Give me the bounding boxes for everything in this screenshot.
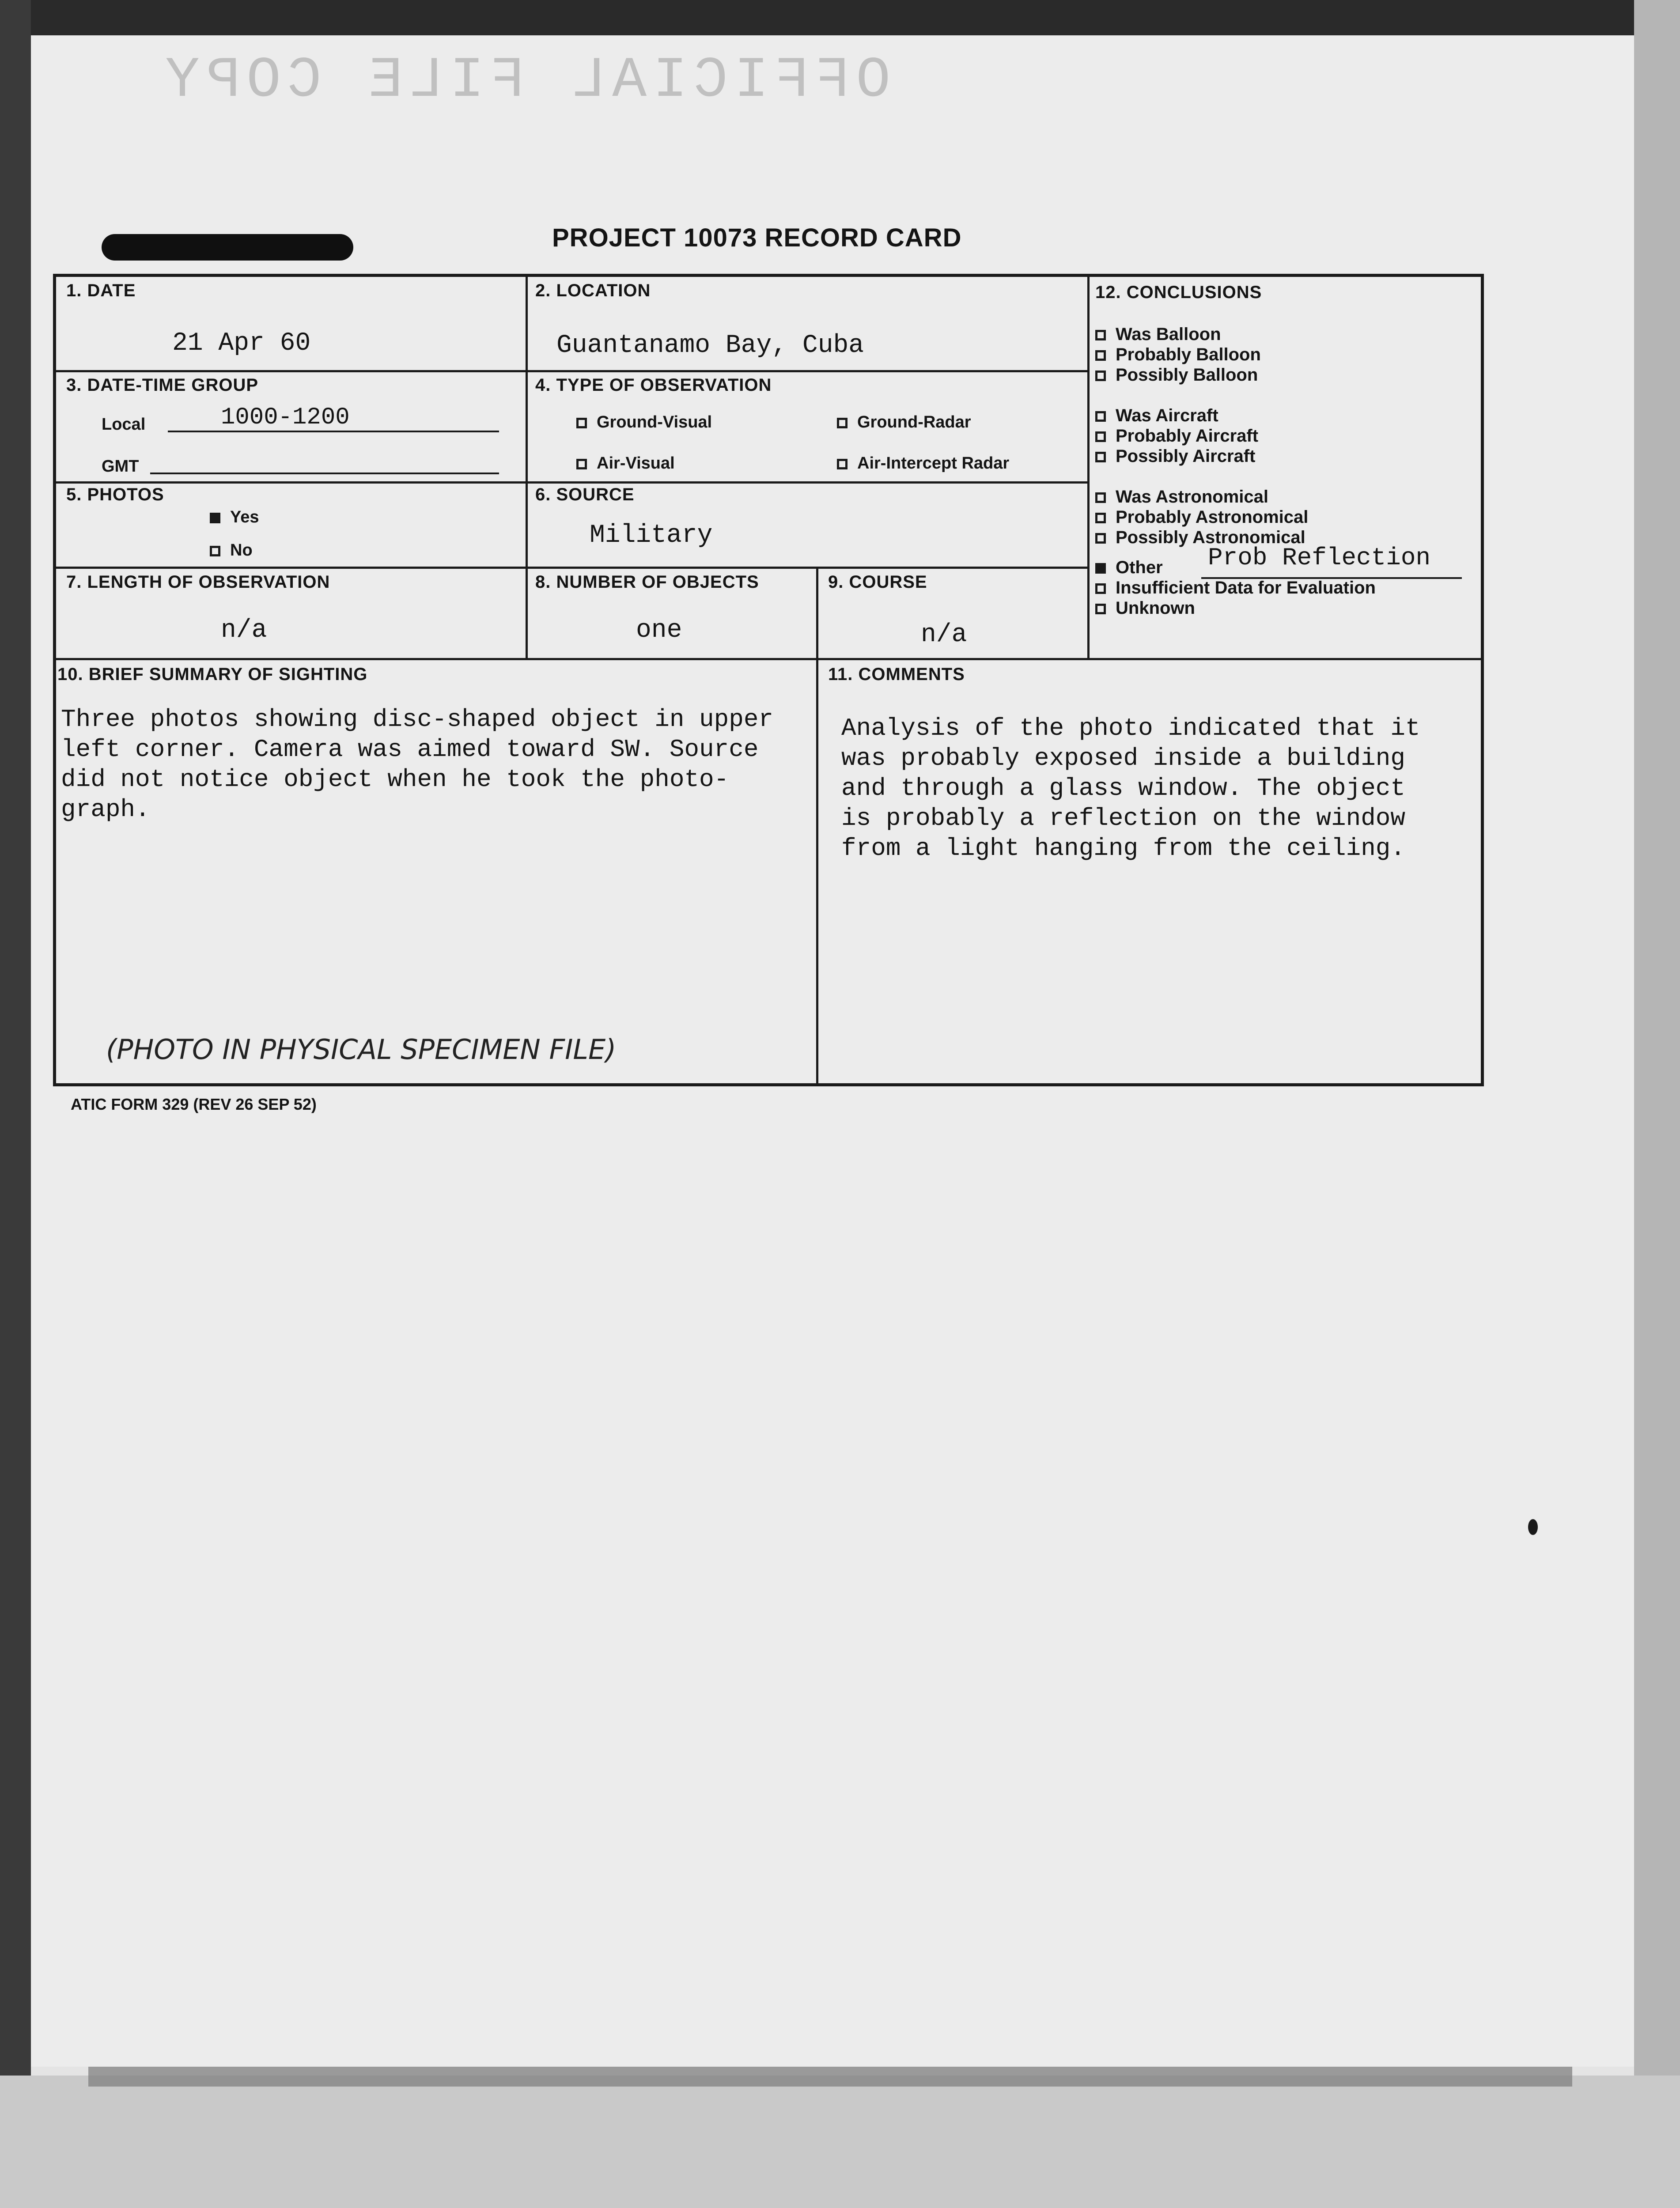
checkbox-icon — [576, 459, 587, 469]
conclusion-unknown-label: Unknown — [1116, 598, 1195, 618]
length-value: n/a — [221, 616, 267, 645]
type-ground-visual-label: Ground-Visual — [597, 413, 712, 431]
conclusion-label: Was Astronomical — [1116, 487, 1268, 507]
checkbox-icon — [1095, 492, 1106, 503]
type-obs-label: 4. TYPE OF OBSERVATION — [535, 375, 772, 395]
handwritten-note: (PHOTO IN PHYSICAL SPECIMEN FILE) — [106, 1033, 617, 1066]
photos-no-label: No — [230, 541, 253, 560]
length-label: 7. LENGTH OF OBSERVATION — [66, 572, 330, 592]
conclusion-item[interactable] — [1095, 365, 1376, 386]
location-value: Guantanamo Bay, Cuba — [556, 331, 864, 360]
checkbox-icon — [837, 459, 848, 469]
redaction-bar — [102, 234, 353, 261]
conclusion-label: Probably Astronomical — [1116, 507, 1309, 527]
checkbox-icon — [1095, 431, 1106, 442]
conclusion-other[interactable] — [1095, 544, 1431, 578]
conclusion-unknown[interactable] — [1095, 598, 1376, 619]
date-value: 21 Apr 60 — [172, 329, 311, 358]
scan-frame-top — [0, 0, 1680, 35]
grid-line — [53, 567, 1089, 569]
conclusion-item[interactable] — [1095, 426, 1376, 446]
local-label: Local — [102, 415, 146, 434]
conclusion-label: Possibly Aircraft — [1116, 446, 1256, 466]
grid-line — [526, 274, 528, 658]
location-label: 2. LOCATION — [535, 281, 651, 300]
conclusion-other-value: Prob Reflection — [1208, 544, 1431, 572]
num-objects-value: one — [636, 616, 682, 645]
photos-yes[interactable] — [210, 508, 259, 527]
conclusion-item[interactable] — [1095, 406, 1376, 426]
conclusion-item[interactable] — [1095, 325, 1376, 345]
type-air-intercept-radar[interactable] — [837, 454, 1009, 473]
spacer — [1095, 467, 1376, 487]
conclusion-insufficient[interactable] — [1095, 578, 1376, 598]
comments-text: Analysis of the photo indicated that it was probably exposed inside a building and through a glass window. The object is probably a reflection on the window from a light hanging from the ceiling. — [841, 714, 1420, 862]
summary-label: 10. BRIEF SUMMARY OF SIGHTING — [57, 665, 368, 684]
type-ground-radar-label: Ground-Radar — [857, 413, 971, 431]
conclusion-item[interactable] — [1095, 345, 1376, 365]
grid-line — [53, 370, 1089, 372]
conclusion-label: Probably Balloon — [1116, 345, 1261, 364]
checkbox-icon — [1095, 350, 1106, 361]
conclusions-list — [1095, 325, 1431, 619]
grid-line — [53, 481, 1089, 484]
course-value: n/a — [921, 620, 967, 649]
photos-label: 5. PHOTOS — [66, 485, 164, 504]
conclusion-item[interactable] — [1095, 487, 1376, 507]
comments-label: 11. COMMENTS — [828, 665, 965, 684]
conclusion-label: Possibly Balloon — [1116, 365, 1258, 385]
type-air-intercept-radar-label: Air-Intercept Radar — [857, 454, 1010, 473]
scan-frame-right — [1634, 0, 1680, 2076]
conclusion-insufficient-label: Insufficient Data for Evaluation — [1116, 578, 1376, 597]
dtg-label: 3. DATE-TIME GROUP — [66, 375, 259, 395]
form-id: ATIC FORM 329 (REV 26 SEP 52) — [71, 1095, 317, 1113]
checkbox-icon — [1095, 583, 1106, 594]
checked-box-icon — [1095, 563, 1106, 574]
grid-line — [53, 658, 1484, 660]
gmt-label: GMT — [102, 457, 139, 476]
conclusion-item[interactable] — [1095, 507, 1376, 528]
course-label: 9. COURSE — [828, 572, 927, 592]
gmt-underline — [150, 473, 499, 474]
conclusion-label: Possibly Astronomical — [1116, 528, 1305, 547]
source-label: 6. SOURCE — [535, 485, 635, 504]
scan-speck — [1528, 1519, 1538, 1535]
checkbox-icon — [1095, 533, 1106, 544]
other-underline — [1201, 577, 1462, 579]
photos-yes-label: Yes — [230, 508, 259, 526]
conclusion-other-label: Other — [1116, 558, 1163, 577]
grid-line — [1087, 274, 1090, 658]
type-air-visual[interactable] — [576, 454, 675, 473]
checkbox-icon — [1095, 411, 1106, 422]
type-ground-visual[interactable] — [576, 413, 712, 432]
num-objects-label: 8. NUMBER OF OBJECTS — [535, 572, 759, 592]
checkbox-icon — [1095, 371, 1106, 381]
type-ground-radar[interactable] — [837, 413, 971, 432]
checkbox-icon — [1095, 330, 1106, 340]
source-value: Military — [590, 521, 713, 550]
conclusion-label: Was Aircraft — [1116, 406, 1218, 425]
conclusion-label: Was Balloon — [1116, 325, 1221, 344]
checkbox-icon — [1095, 452, 1106, 462]
checked-box-icon — [210, 513, 220, 523]
conclusion-label: Probably Aircraft — [1116, 426, 1259, 446]
conclusions-label: 12. CONCLUSIONS — [1095, 283, 1262, 302]
card-title: PROJECT 10073 RECORD CARD — [552, 223, 962, 252]
scan-frame-left — [0, 0, 31, 2076]
date-label: 1. DATE — [66, 281, 136, 300]
grid-line — [816, 567, 818, 1086]
checkbox-icon — [576, 418, 587, 428]
checkbox-icon — [210, 546, 220, 556]
scan-lower-band — [0, 2076, 1680, 2208]
spacer — [1095, 386, 1376, 406]
local-value: 1000-1200 — [221, 404, 350, 431]
official-file-copy-watermark: OFFICIAL FILE COPY — [159, 49, 891, 113]
checkbox-icon — [837, 418, 848, 428]
checkbox-icon — [1095, 604, 1106, 614]
photos-no[interactable] — [210, 541, 253, 560]
checkbox-icon — [1095, 513, 1106, 523]
conclusion-item[interactable] — [1095, 446, 1376, 467]
summary-text: Three photos showing disc-shaped object in upper left corner. Camera was aimed toward SW. Source did not notice object when he took the photo- graph. — [61, 705, 774, 824]
type-air-visual-label: Air-Visual — [597, 454, 675, 473]
